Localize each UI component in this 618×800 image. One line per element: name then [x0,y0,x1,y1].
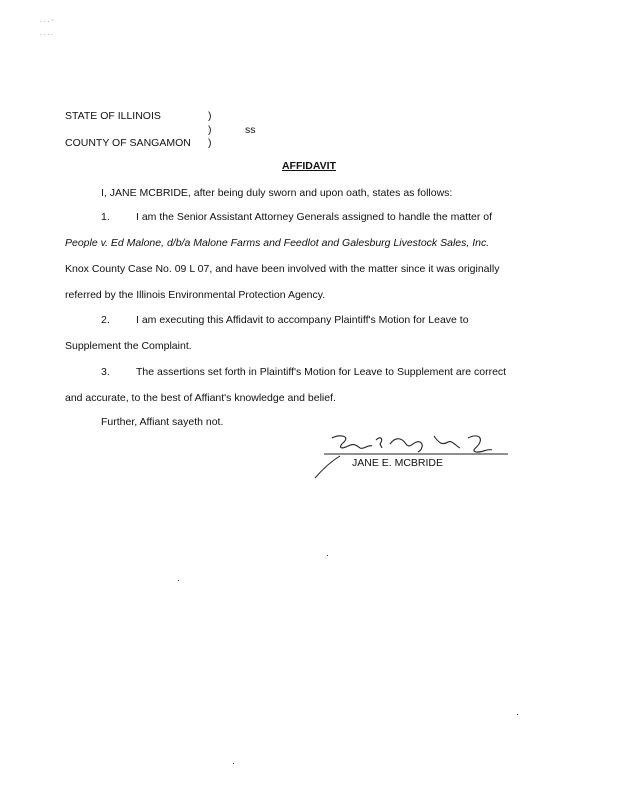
caption-paren-3: ) [208,137,212,149]
para2-line1: I am executing this Affidavit to accompany Plaintiff's Motion for Leave to [136,314,469,326]
para2-line2: Supplement the Complaint. [65,340,192,352]
caption-paren-2: ) [208,124,212,136]
scan-mark-1: · · · ⁻ [40,19,55,25]
caption-state: STATE OF ILLINOIS [65,110,161,122]
para1-line4: referred by the Illinois Environmental Protection Agency. [65,289,326,301]
para3-line1: The assertions set forth in Plaintiff's Motion for Leave to Supplement are correct [136,366,507,378]
para1-number: 1. [101,211,110,223]
caption-county: COUNTY OF SANGAMON [65,137,191,149]
para1-line3: Knox County Case No. 09 L 07, and have been involved with the matter since it was originally [65,263,500,275]
para2-number: 2. [101,314,110,326]
para3-number: 3. [101,366,110,378]
signature-printed-name: JANE E. MCBRIDE [352,457,444,469]
para3-line2: and accurate, to the best of Affiant's knowledge and belief. [65,392,336,404]
para1-line1: I am the Senior Assistant Attorney Generals assigned to handle the matter of [136,211,493,223]
caption-paren-1: ) [208,110,212,122]
scan-speck [327,555,328,556]
scan-speck [517,714,518,715]
scan-mark-2: · · · · [40,32,53,38]
handwritten-signature [310,428,510,480]
scan-speck [233,763,234,764]
intro-text: I, JANE MCBRIDE, after being duly sworn and upon oath, states as follows: [101,187,453,199]
para1-line2: People v. Ed Malone, d/b/a Malone Farms and Feedlot and Galesburg Livestock Sales, Inc. [65,237,490,249]
scan-speck [178,580,179,581]
document-title: AFFIDAVIT [281,160,337,172]
further-text: Further, Affiant sayeth not. [101,416,224,428]
caption-ss: ss [245,124,256,136]
